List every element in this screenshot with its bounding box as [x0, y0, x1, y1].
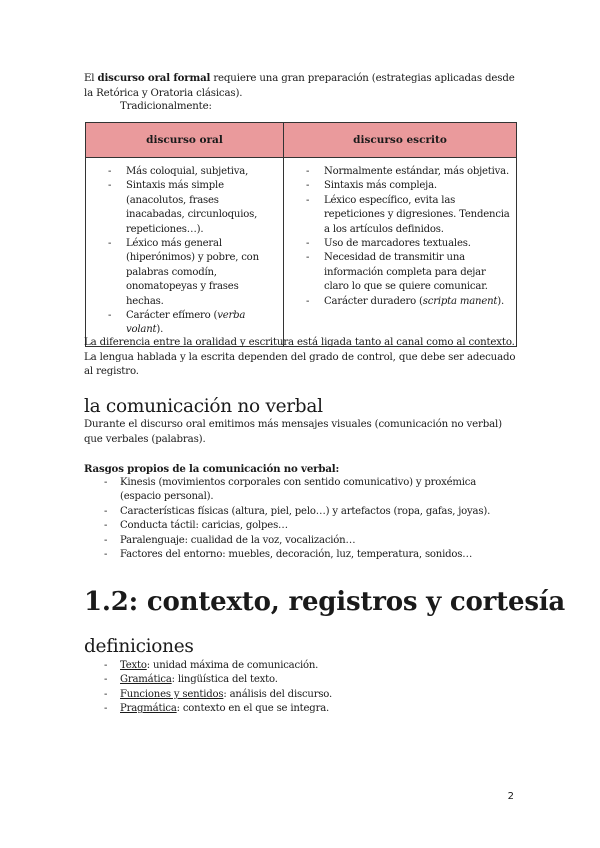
definition-text: : unidad máxima de comunicación.: [146, 660, 319, 671]
difference-note: La diferencia entre la oralidad y escritura está ligada tanto al canal como al contexto. La lengua hablada y la escrita dependen del grado de control, que debe ser adecuado al registro.: [84, 337, 516, 377]
definition-term: Texto: [120, 660, 147, 671]
page-number: 2: [507, 791, 514, 802]
item-text: Carácter efímero (: [126, 310, 218, 322]
list-item: - Más coloquial, subjetiva,: [90, 165, 279, 179]
header-oral: discurso oral: [86, 123, 284, 158]
list-item: - Necesidad de transmitir una información completa para dejar claro lo que se quiere comunicar.: [288, 251, 512, 294]
list-item: - Uso de marcadores textuales.: [288, 237, 512, 251]
list-item: [84, 659, 516, 673]
nonverbal-heading: la comunicación no verbal: [84, 396, 323, 417]
traits-title: Rasgos propios de la comunicación no verbal:: [84, 463, 340, 475]
list-item: [84, 673, 516, 687]
definition-text: : contexto en el que se integra.: [176, 703, 330, 715]
item-text-after: ).: [156, 324, 164, 336]
traits-list: [84, 476, 516, 562]
definition-term: Gramática: [120, 674, 172, 686]
definitions-heading: definiciones: [84, 636, 194, 657]
latin-phrase: scripta manent: [422, 295, 498, 307]
definition-term: Pragmática: [120, 703, 177, 715]
item-text-after: ).: [497, 295, 504, 307]
intro-post: requiere una gran preparación (estrategias aplicadas desde la Retórica y Oratoria clásicas).: [84, 73, 515, 99]
list-item: - Léxico más general (hiperónimos) y pobre, con palabras comodín, onomatopeyas y frases hechas.: [90, 237, 279, 309]
section-heading: 1.2: contexto, registros y cortesía: [84, 587, 566, 617]
definition-text: : lingüística del texto.: [171, 674, 278, 686]
definition-text: : análisis del discurso.: [223, 688, 333, 700]
list-item: [84, 688, 516, 702]
definition-term: Funciones y sentidos: [120, 688, 224, 700]
list-item: - Conducta táctil: caricias, golpes…: [84, 519, 516, 533]
oral-list: [90, 165, 279, 338]
latin-phrase: verba volant: [126, 310, 246, 336]
table-row: [86, 158, 517, 347]
comparison-table: [85, 122, 517, 347]
written-cell: [284, 158, 517, 347]
list-item: - Paralenguaje: cualidad de la voz, vocalización…: [84, 534, 516, 548]
list-item: - Kinesis (movimientos corporales con sentido comunicativo) y proxémica (espacio personal).: [84, 476, 516, 505]
list-item: - Características físicas (altura, piel, pelo…) y artefactos (ropa, gafas, joyas).: [84, 505, 516, 519]
header-written: discurso escrito: [284, 123, 517, 158]
list-item: - Normalmente estándar, más objetiva.: [288, 165, 512, 179]
written-list: [288, 165, 512, 309]
list-item: - Sintaxis más compleja.: [288, 179, 512, 193]
list-item: [84, 702, 516, 716]
table-header-row: [86, 123, 517, 158]
list-item: - Factores del entorno: muebles, decoración, luz, temperatura, sonidos…: [84, 548, 516, 562]
intro-pre: El: [84, 73, 98, 84]
list-item: [90, 309, 279, 338]
list-item: - Léxico específico, evita las repeticiones y digresiones. Tendencia a los artículos definidos.: [288, 194, 512, 237]
list-item: - Sintaxis más simple (anacolutos, frases inacabadas, circunloquios, repeticiones…).: [90, 179, 279, 237]
list-item: [288, 295, 512, 309]
intro-bold-term: discurso oral formal: [97, 72, 211, 84]
oral-cell: [86, 158, 284, 347]
item-text: Carácter duradero (: [324, 295, 423, 307]
nonverbal-text: Durante el discurso oral emitimos más mensajes visuales (comunicación no verbal) que verbales (palabras).: [84, 419, 502, 445]
intro-paragraph: [84, 71, 516, 101]
definitions-list: [84, 659, 516, 717]
traditionally-label: Tradicionalmente:: [120, 101, 212, 112]
